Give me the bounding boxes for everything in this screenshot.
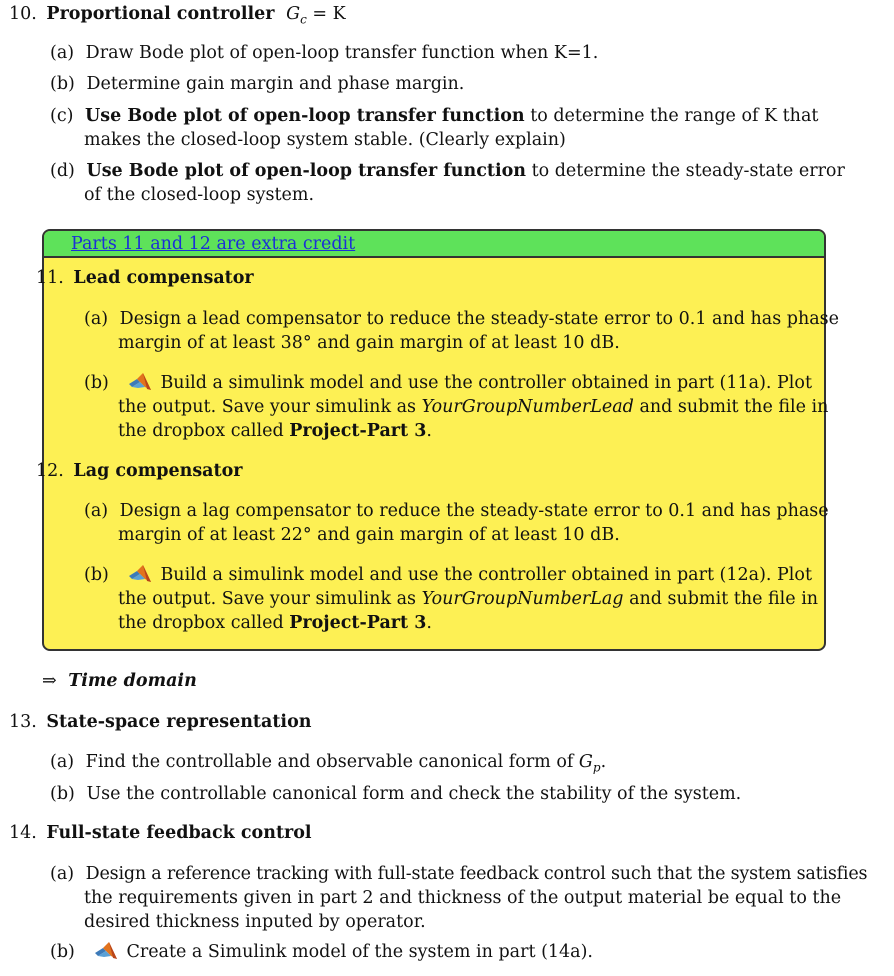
q10-math: G (286, 4, 301, 24)
q10-item-a-label: (a) (50, 43, 75, 63)
q10-item-d-text2: of the closed-loop system. (84, 185, 315, 205)
q13-item-b-label: (b) (50, 784, 75, 804)
q13-item-a-end: . (600, 752, 607, 772)
q14-item-a-line3: desired thickness inputed by operator. (84, 912, 426, 932)
q12-b-filename: YourGroupNumberLag (421, 589, 624, 609)
q13-title: State-space representation (46, 712, 312, 732)
q10-item-a-text: Draw Bode plot of open-loop transfer function when K=1. (85, 43, 599, 63)
q13-heading (9, 710, 311, 734)
arrow-icon: ⇒ (42, 671, 57, 691)
q10-item-d-text1: to determine the steady-state error (526, 161, 845, 181)
q12-title: Lag compensator (73, 461, 243, 481)
q11-b-line3-post: . (426, 421, 432, 441)
q12-item-b-line1: Build a simulink model and use the controller obtained in part (12a). Plot (160, 565, 812, 585)
q14-item-b-label: (b) (50, 942, 75, 962)
q10-item-a (50, 41, 598, 65)
q12-b-dropbox: Project-Part 3 (289, 613, 427, 633)
q11-heading (36, 266, 254, 290)
time-domain-label: Time domain (68, 671, 197, 691)
q11-b-filename: YourGroupNumberLead (421, 397, 634, 417)
extra-credit-title-bar (44, 231, 824, 258)
q11-item-b-line1: Build a simulink model and use the controller obtained in part (11a). Plot (160, 373, 812, 393)
q12-item-a-line1: Design a lag compensator to reduce the steady-state error to 0.1 and has phase (119, 501, 829, 521)
q14-item-a (50, 862, 867, 886)
q12-item-b-line3 (118, 611, 432, 635)
q11-b-line2-pre: the output. Save your simulink as (118, 397, 422, 417)
q10-math-rest: = K (306, 4, 346, 24)
q12-b-line3-pre: the dropbox called (118, 613, 290, 633)
q10-item-d-label: (d) (50, 161, 75, 181)
q14-item-b (50, 940, 593, 964)
q10-number: 10. (9, 4, 37, 24)
q13-item-a (50, 750, 606, 780)
q11-item-a-line1: Design a lead compensator to reduce the steady-state error to 0.1 and has phase (119, 309, 840, 329)
q10-item-d-bold: Use Bode plot of open-loop transfer function (86, 161, 527, 181)
q10-item-c-text2: makes the closed-loop system stable. (Clearly explain) (84, 130, 566, 150)
q11-item-b-line2 (118, 395, 828, 419)
q12-item-a-line2: margin of at least 22° and gain margin of at least 10 dB. (118, 525, 620, 545)
q14-item-a-line1: Design a reference tracking with full-state feedback control such that the system satisfies (85, 864, 868, 884)
q13-item-a-label: (a) (50, 752, 75, 772)
q12-item-b (84, 563, 812, 587)
q10-item-b-text: Determine gain margin and phase margin. (86, 74, 465, 94)
q10-item-c-bold: Use Bode plot of open-loop transfer function (85, 106, 525, 126)
q14-item-a-label: (a) (50, 864, 75, 884)
q13-item-a-sub: p (592, 760, 601, 775)
q13-item-a-math: G (578, 752, 593, 772)
q11-item-a-line2: margin of at least 38° and gain margin of at least 10 dB. (118, 333, 620, 353)
q11-item-a (84, 307, 839, 331)
matlab-icon (128, 373, 152, 391)
q13-item-b (50, 782, 741, 806)
q10-item-b-label: (b) (50, 74, 75, 94)
q14-heading (9, 821, 312, 845)
matlab-icon (128, 565, 152, 583)
q11-item-b-line3 (118, 419, 432, 443)
q14-item-a-line2: the requirements given in part 2 and thickness of the output material be equal to the (84, 888, 842, 908)
q12-b-line2-post: and submit the file in (623, 589, 819, 609)
q11-b-line3-pre: the dropbox called (118, 421, 290, 441)
q14-title: Full-state feedback control (46, 823, 312, 843)
q10-item-c (50, 104, 818, 128)
q13-item-b-text: Use the controllable canonical form and check the stability of the system. (86, 784, 742, 804)
q12-number: 12. (36, 461, 64, 481)
q12-item-a (84, 499, 829, 523)
q11-b-line2-post: and submit the file in (633, 397, 829, 417)
extra-credit-title: Parts 11 and 12 are extra credit (71, 234, 356, 254)
q11-number: 11. (36, 268, 64, 288)
q13-number: 13. (9, 712, 37, 732)
q10-item-c-label: (c) (50, 106, 74, 126)
q12-b-line2-pre: the output. Save your simulink as (118, 589, 422, 609)
q14-item-b-text: Create a Simulink model of the system in part (14a). (126, 942, 593, 962)
matlab-icon (94, 942, 118, 960)
q14-number: 14. (9, 823, 37, 843)
q10-title: Proportional controller (46, 4, 275, 24)
q10-math-sub: c (300, 12, 307, 27)
q10-item-b (50, 72, 464, 96)
q11-item-b (84, 371, 812, 395)
q12-item-a-label: (a) (84, 501, 109, 521)
q12-item-b-line2 (118, 587, 818, 611)
time-domain-heading (42, 669, 197, 693)
q12-b-line3-post: . (426, 613, 432, 633)
q13-item-a-text: Find the controllable and observable canonical form of (85, 752, 579, 772)
q10-heading (9, 2, 346, 32)
q12-item-b-label: (b) (84, 565, 109, 585)
q11-item-a-label: (a) (84, 309, 109, 329)
q10-item-c-text1: to determine the range of K that (524, 106, 819, 126)
q11-b-dropbox: Project-Part 3 (289, 421, 427, 441)
q11-title: Lead compensator (73, 268, 254, 288)
q10-item-d (50, 159, 845, 183)
q11-item-b-label: (b) (84, 373, 109, 393)
q12-heading (36, 459, 243, 483)
